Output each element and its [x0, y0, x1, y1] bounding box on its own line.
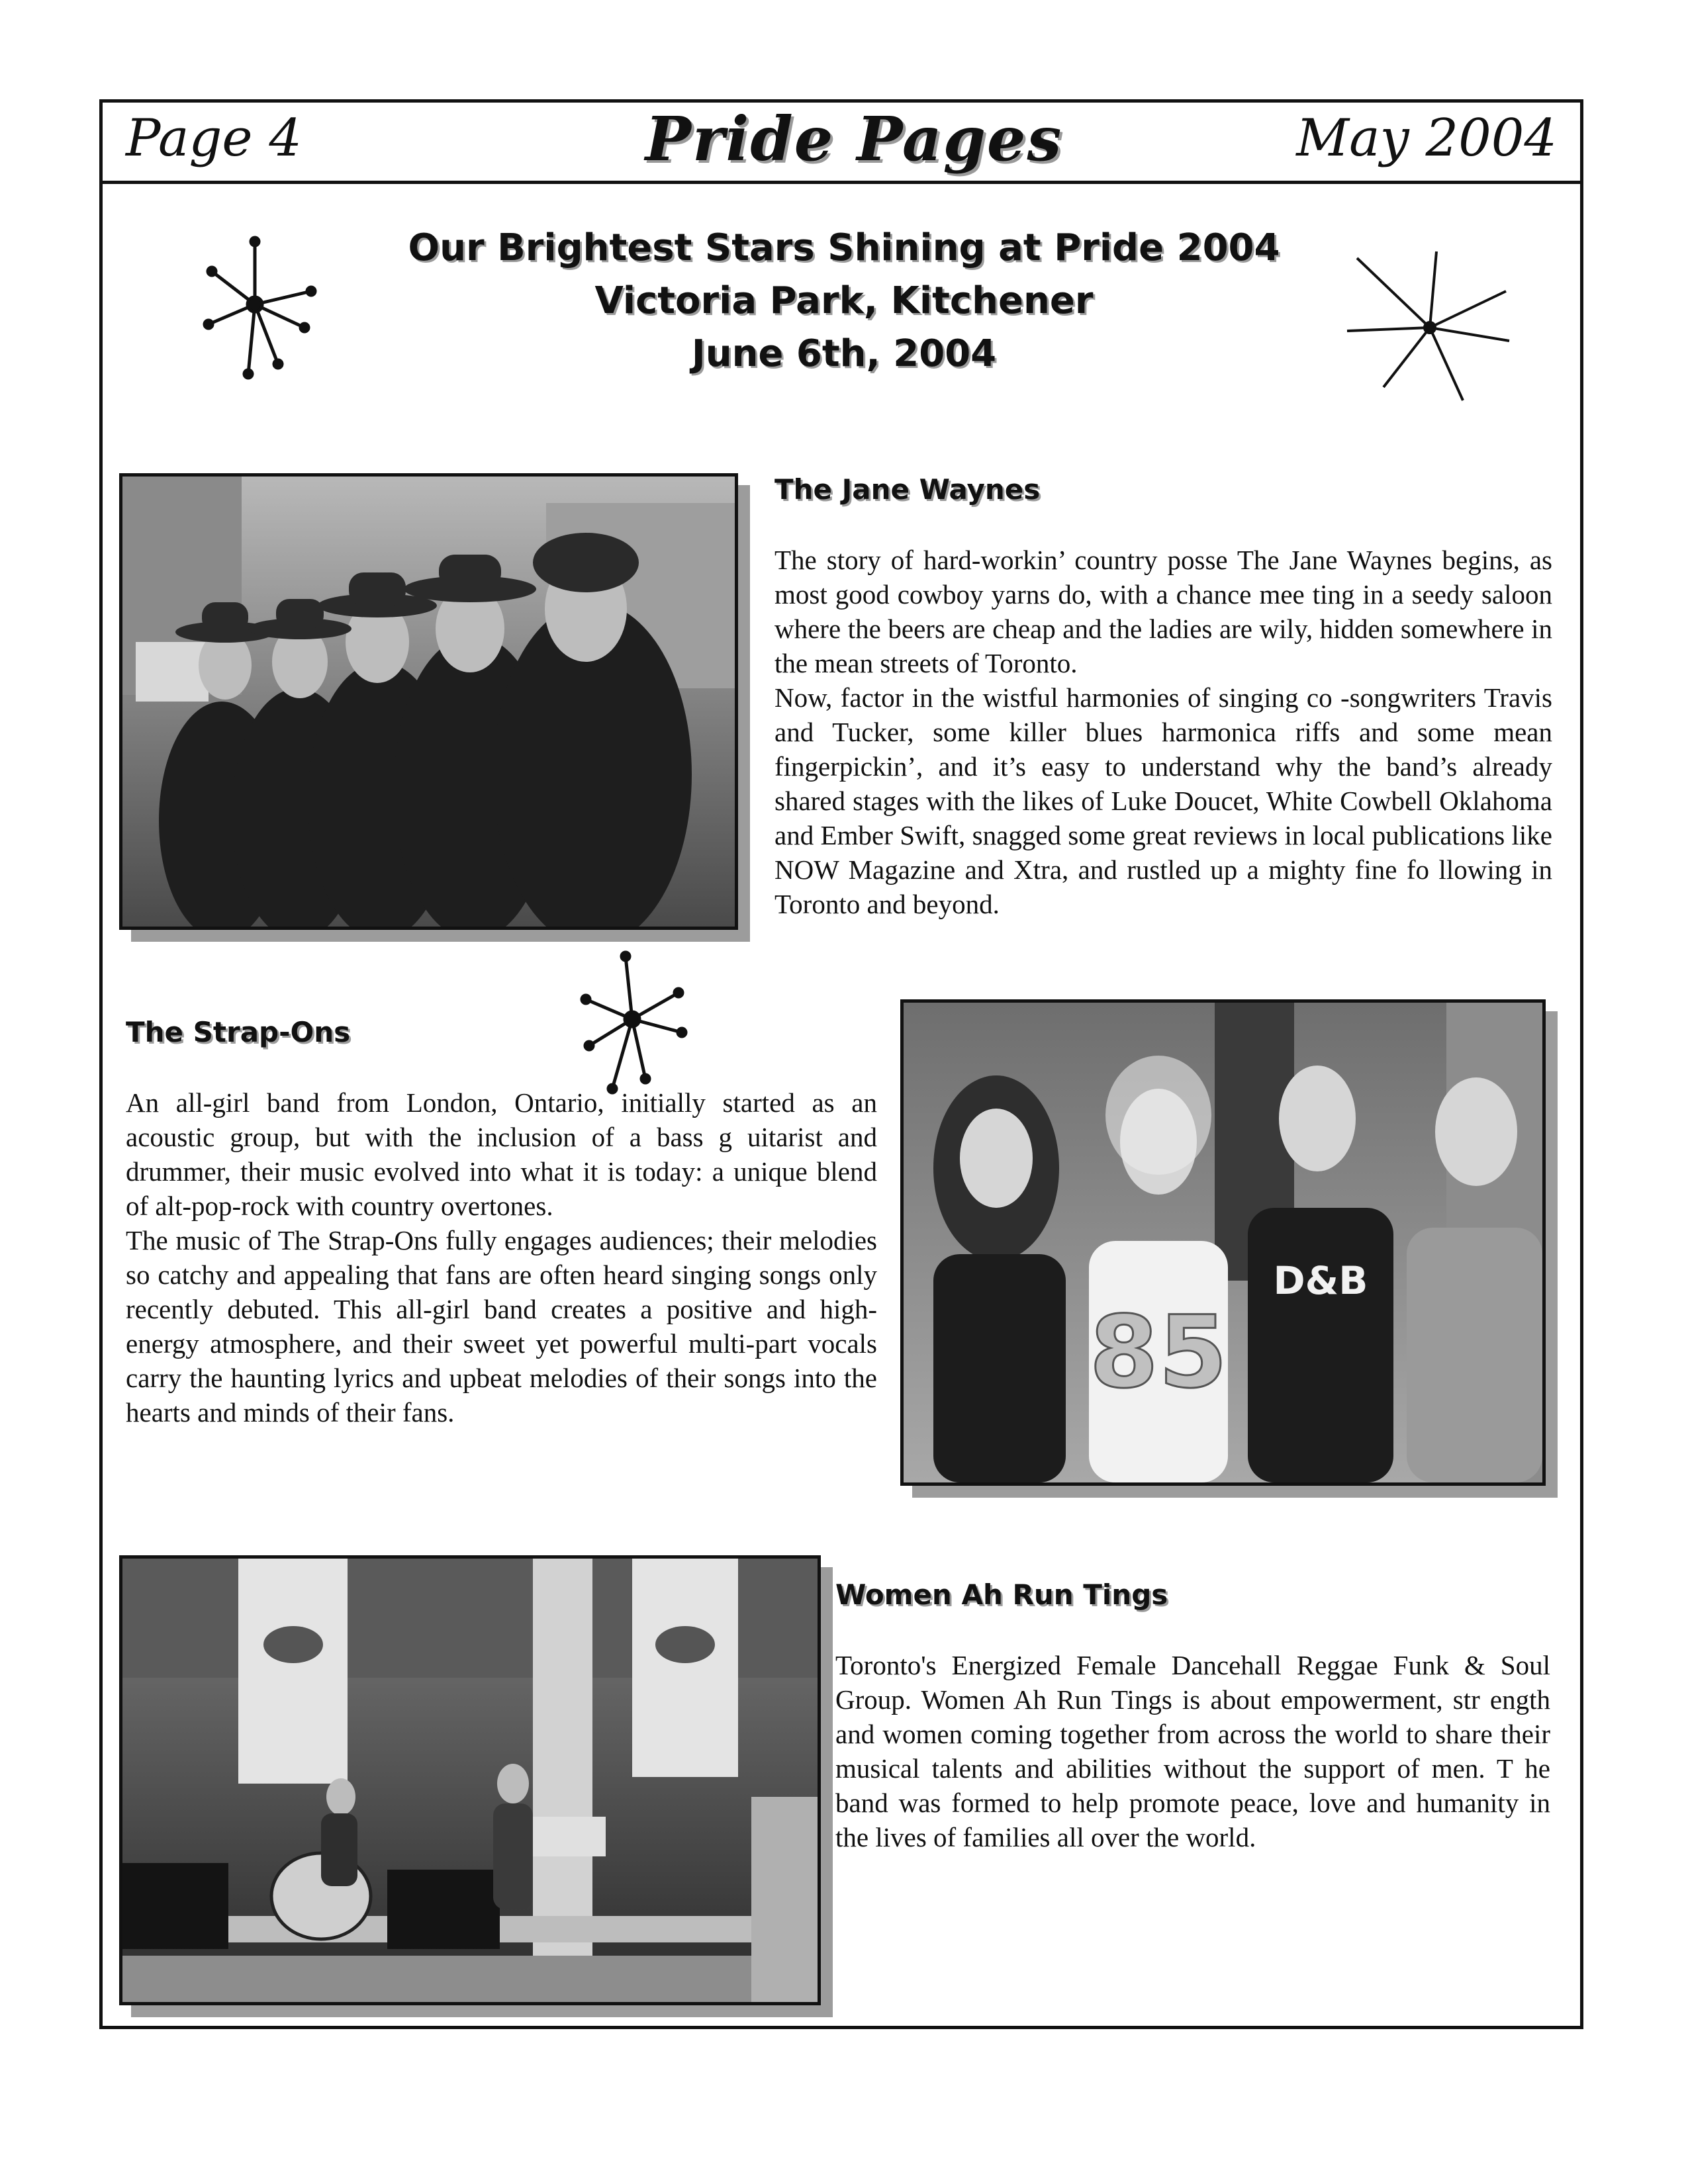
- article-paragraph: An all-girl band from London, Ontario, initially started as an acoustic group, but with the inclusion of a bass g uitarist and drummer, their music evolved into what it is today: a unique blend of alt-pop-rock with country overtones.: [126, 1087, 877, 1221]
- feature-title: [331, 222, 1357, 381]
- masthead-logo: Pride Pages: [645, 103, 1063, 175]
- feature-subtitle-location: Victoria Park, Kitchener: [594, 279, 1094, 322]
- article-heading-strap-ons: The Strap-Ons: [126, 1016, 351, 1048]
- article-body-jane-waynes: [774, 543, 1552, 921]
- band-photo-jane-waynes: [119, 473, 738, 930]
- article-paragraph: The music of The Strap-Ons fully engages audiences; their melodies so catchy and appealing that fans are often heard singing songs only recently debuted. This all-girl band creates a positive and high-energy atmosphere, and their sweet yet powerful multi-part vocals carry the haunting lyrics and upbeat melodies of their songs into the hearts and minds of their fans.: [126, 1225, 877, 1428]
- article-paragraph: The story of hard-workin’ country posse The Jane Waynes begins, as most good cowboy yarns do, with a chance mee ting in a seedy saloon where the beers are cheap and the ladies are wily, hidden somewhere in the mean streets of Toronto.: [774, 545, 1552, 678]
- star-icon: [576, 946, 688, 1099]
- star-icon: [199, 232, 331, 384]
- shirt-logo-text: D&B: [1273, 1258, 1368, 1303]
- article-heading-women-ah-run-tings: Women Ah Run Tings: [835, 1578, 1168, 1611]
- issue-date: May 2004: [1296, 109, 1557, 168]
- article-paragraph: Now, factor in the wistful harmonies of singing co -songwriters Travis and Tucker, some killer blues harmonica riffs and some mean fingerpickin’, and it’s easy to understand why the band’s already shared stages with the likes of Luke Doucet, White Cowbell Oklahoma and Ember Swift, snagged some great reviews in local publications like NOW Magazine and Xtra, and rustled up a mighty fine fo llowing in Toronto and beyond.: [774, 682, 1552, 919]
- article-paragraph: Toronto's Energized Female Dancehall Reggae Funk & Soul Group. Women Ah Run Tings is about empowerment, str ength and women coming together from across the world to share their musical talents and abilities without the support of men. T he band was formed to help promote peace, love and humanity in the lives of families all over the world.: [835, 1650, 1550, 1852]
- band-photo-women-ah-run-tings: [119, 1555, 821, 2005]
- article-body-strap-ons: [126, 1085, 877, 1430]
- shirt-jersey-number: 85: [1089, 1295, 1228, 1410]
- band-photo-strap-ons: [900, 999, 1546, 1486]
- feature-subtitle-date: June 6th, 2004: [691, 332, 997, 375]
- article-body-women-ah-run-tings: [835, 1648, 1550, 1854]
- page-number: Page 4: [126, 109, 302, 168]
- article-heading-jane-waynes: The Jane Waynes: [774, 473, 1041, 506]
- feature-title-line: Our Brightest Stars Shining at Pride 2004: [408, 226, 1280, 269]
- page-header: [99, 99, 1583, 184]
- star-icon: [1344, 248, 1516, 407]
